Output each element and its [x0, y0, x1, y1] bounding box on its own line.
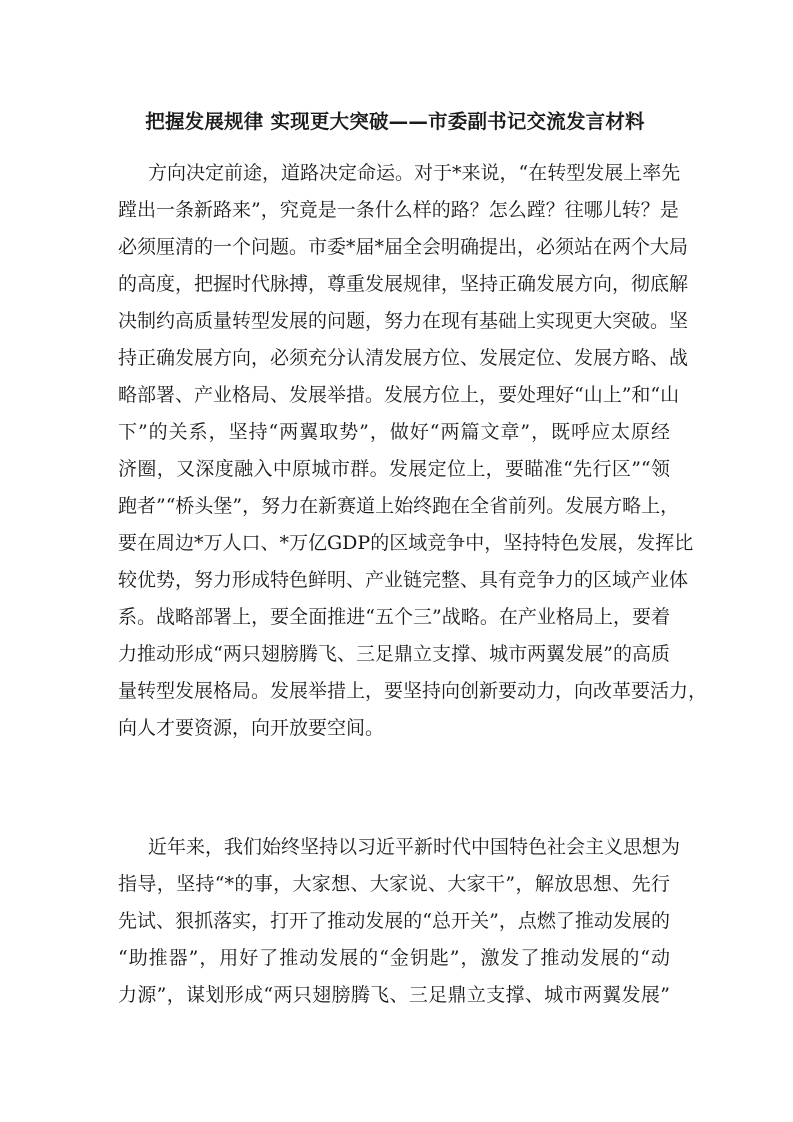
paragraph-line: 略部署、产业格局、发展举措。发展方位上，要处理好“山上”和“山	[118, 384, 680, 406]
paragraph-line: 方向决定前途，道路决定命运。对于*来说，“在转型发展上率先	[148, 162, 681, 184]
paragraph-line: 向人才要资源，向开放要空间。	[118, 717, 385, 739]
paragraph-line: 蹚出一条新路来”，究竟是一条什么样的路？怎么蹚？往哪儿转？是	[118, 199, 679, 221]
paragraph-line: “助推器”，用好了推动发展的“金钥匙”，激发了推动发展的“动	[118, 947, 670, 969]
paragraph-line: 持正确发展方向，必须充分认清发展方位、发展定位、发展方略、战	[118, 347, 689, 369]
paragraph-line: 先试、狠抓落实，打开了推动发展的“总开关”，点燃了推动发展的	[118, 910, 670, 932]
paragraph-line: 下”的关系，坚持“两翼取势”，做好“两篇文章”，既呼应太原经	[118, 421, 670, 443]
document-title: 把握发展规律 实现更大突破——市委副书记交流发言材料	[145, 110, 645, 133]
paragraph-line: 力推动形成“两只翅膀腾飞、三足鼎立支撑、城市两翼发展”的高质	[118, 643, 670, 665]
paragraph-line: 量转型发展格局。发展举措上，要坚持向创新要动力，向改革要活力，	[118, 680, 708, 702]
paragraph-line: 决制约高质量转型发展的问题，努力在现有基础上实现更大突破。坚	[118, 310, 689, 332]
paragraph-line: 指导，坚持“*的事，大家想、大家说、大家干”，解放思想、先行	[118, 873, 670, 895]
paragraph-2	[118, 829, 681, 1014]
paragraph-line: 济圈，又深度融入中原城市群。发展定位上，要瞄准“先行区”“领	[118, 458, 670, 480]
paragraph-line: 系。战略部署上，要全面推进“五个三”战略。在产业格局上，要着	[118, 606, 670, 628]
paragraph-line: 力源”，谋划形成“两只翅膀腾飞、三足鼎立支撑、城市两翼发展”	[118, 984, 670, 1006]
paragraph-line: 近年来，我们始终坚持以习近平新时代中国特色社会主义思想为	[148, 836, 681, 858]
paragraph-line: 的高度，把握时代脉搏，尊重发展规律，坚持正确发展方向，彻底解	[118, 273, 689, 295]
paragraph-line: 必须厘清的一个问题。市委*届*届全会明确提出，必须站在两个大局	[118, 236, 689, 258]
paragraph-line: 要在周边*万人口、*万亿GDP的区域竞争中，坚持特色发展，发挥比	[118, 532, 694, 554]
paragraph-line: 较优势，努力形成特色鲜明、产业链完整、具有竞争力的区域产业体	[118, 569, 689, 591]
paragraph-1	[118, 155, 708, 747]
paragraph-line: 跑者”“桥头堡”，努力在新赛道上始终跑在全省前列。发展方略上，	[118, 495, 680, 517]
